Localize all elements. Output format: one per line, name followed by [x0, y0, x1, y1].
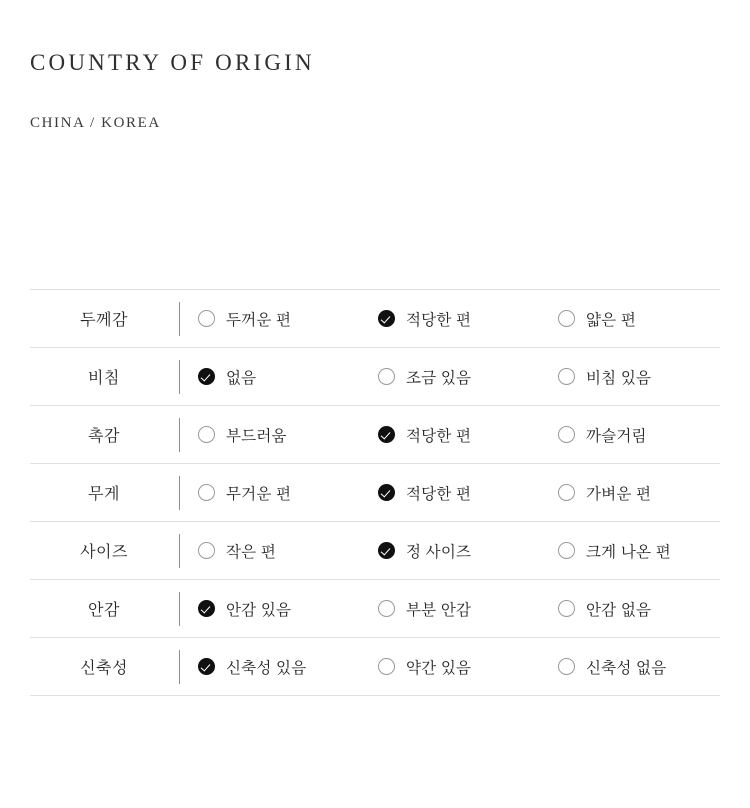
spec-option-label: 까슬거림	[586, 427, 647, 445]
spec-option-cell[interactable]	[360, 638, 540, 696]
checked-circle-icon[interactable]	[198, 600, 215, 617]
spec-option[interactable]	[360, 366, 540, 388]
table-row	[30, 406, 720, 464]
empty-circle-icon[interactable]	[558, 484, 575, 501]
spec-option[interactable]	[360, 308, 540, 330]
spec-option[interactable]	[180, 424, 360, 446]
spec-option-label: 적당한 편	[406, 311, 472, 329]
spec-label: 신축성	[30, 638, 178, 696]
checked-circle-icon[interactable]	[198, 658, 215, 675]
spec-label: 두께감	[30, 290, 178, 348]
spec-option-cell[interactable]	[360, 522, 540, 580]
spec-option-label: 작은 편	[226, 543, 277, 561]
spec-option-cell[interactable]	[360, 464, 540, 522]
spec-option-label: 조금 있음	[406, 369, 472, 387]
spec-option-label: 부분 안감	[406, 601, 472, 619]
spec-option[interactable]	[540, 424, 720, 446]
spec-option-cell[interactable]	[180, 406, 360, 464]
fabric-spec-table-body	[30, 290, 720, 696]
spec-option-cell[interactable]	[180, 464, 360, 522]
checked-circle-icon[interactable]	[378, 484, 395, 501]
table-row	[30, 290, 720, 348]
spec-option[interactable]	[540, 308, 720, 330]
empty-circle-icon[interactable]	[558, 368, 575, 385]
empty-circle-icon[interactable]	[378, 600, 395, 617]
empty-circle-icon[interactable]	[378, 368, 395, 385]
spec-option[interactable]	[180, 540, 360, 562]
spec-label: 사이즈	[30, 522, 178, 580]
spec-option-cell[interactable]	[180, 580, 360, 638]
spec-option-cell[interactable]	[540, 522, 720, 580]
spec-option-cell[interactable]	[180, 522, 360, 580]
spec-label: 무게	[30, 464, 178, 522]
spec-option[interactable]	[540, 366, 720, 388]
spec-option[interactable]	[540, 598, 720, 620]
spec-option-cell[interactable]	[360, 580, 540, 638]
fabric-spec-table	[30, 289, 720, 696]
spec-label: 안감	[30, 580, 178, 638]
empty-circle-icon[interactable]	[558, 600, 575, 617]
spec-option-label: 적당한 편	[406, 427, 472, 445]
spec-option-cell[interactable]	[180, 638, 360, 696]
spec-option-cell[interactable]	[540, 348, 720, 406]
spec-option-label: 신축성 없음	[586, 659, 667, 677]
spec-option-label: 두꺼운 편	[226, 311, 292, 329]
table-row	[30, 638, 720, 696]
spec-option-label: 정 사이즈	[406, 543, 472, 561]
empty-circle-icon[interactable]	[198, 310, 215, 327]
spec-option-cell[interactable]	[360, 406, 540, 464]
empty-circle-icon[interactable]	[558, 658, 575, 675]
empty-circle-icon[interactable]	[198, 426, 215, 443]
spec-option-label: 없음	[226, 369, 257, 387]
spec-label: 비침	[30, 348, 178, 406]
spec-option-label: 크게 나온 편	[586, 543, 671, 561]
spec-option-label: 안감 없음	[586, 601, 652, 619]
spec-option[interactable]	[360, 482, 540, 504]
spec-option-cell[interactable]	[540, 638, 720, 696]
empty-circle-icon[interactable]	[378, 658, 395, 675]
checked-circle-icon[interactable]	[378, 542, 395, 559]
spec-option-label: 비침 있음	[586, 369, 652, 387]
table-row	[30, 580, 720, 638]
spec-option-cell[interactable]	[180, 290, 360, 348]
spec-option-label: 신축성 있음	[226, 659, 307, 677]
spec-option[interactable]	[540, 656, 720, 678]
spec-option-cell[interactable]	[540, 290, 720, 348]
spec-option-label: 얇은 편	[586, 311, 637, 329]
spec-option[interactable]	[180, 482, 360, 504]
empty-circle-icon[interactable]	[198, 484, 215, 501]
spec-option-cell[interactable]	[360, 290, 540, 348]
spec-option[interactable]	[180, 598, 360, 620]
spec-option-label: 부드러움	[226, 427, 287, 445]
empty-circle-icon[interactable]	[558, 426, 575, 443]
spec-label: 촉감	[30, 406, 178, 464]
spec-option-label: 약간 있음	[406, 659, 472, 677]
spec-option-cell[interactable]	[540, 406, 720, 464]
spec-option-label: 무거운 편	[226, 485, 292, 503]
spec-option-cell[interactable]	[540, 464, 720, 522]
empty-circle-icon[interactable]	[558, 542, 575, 559]
spec-option[interactable]	[360, 540, 540, 562]
spec-option-cell[interactable]	[540, 580, 720, 638]
checked-circle-icon[interactable]	[378, 310, 395, 327]
page-title: COUNTRY OF ORIGIN	[30, 50, 315, 75]
spec-option[interactable]	[360, 598, 540, 620]
spec-option-label: 가벼운 편	[586, 485, 652, 503]
spec-option[interactable]	[540, 540, 720, 562]
table-row	[30, 464, 720, 522]
table-row	[30, 348, 720, 406]
spec-option[interactable]	[180, 366, 360, 388]
spec-option[interactable]	[360, 656, 540, 678]
empty-circle-icon[interactable]	[198, 542, 215, 559]
spec-option[interactable]	[540, 482, 720, 504]
empty-circle-icon[interactable]	[558, 310, 575, 327]
spec-option[interactable]	[360, 424, 540, 446]
checked-circle-icon[interactable]	[378, 426, 395, 443]
spec-option-cell[interactable]	[360, 348, 540, 406]
country-of-origin-block	[30, 48, 720, 133]
spec-option-label: 안감 있음	[226, 601, 292, 619]
spec-option-cell[interactable]	[180, 348, 360, 406]
country-of-origin-value: CHINA / KOREA	[30, 114, 161, 131]
spec-option[interactable]	[180, 308, 360, 330]
table-row	[30, 522, 720, 580]
spec-option-label: 적당한 편	[406, 485, 472, 503]
spec-option[interactable]	[180, 656, 360, 678]
checked-circle-icon[interactable]	[198, 368, 215, 385]
